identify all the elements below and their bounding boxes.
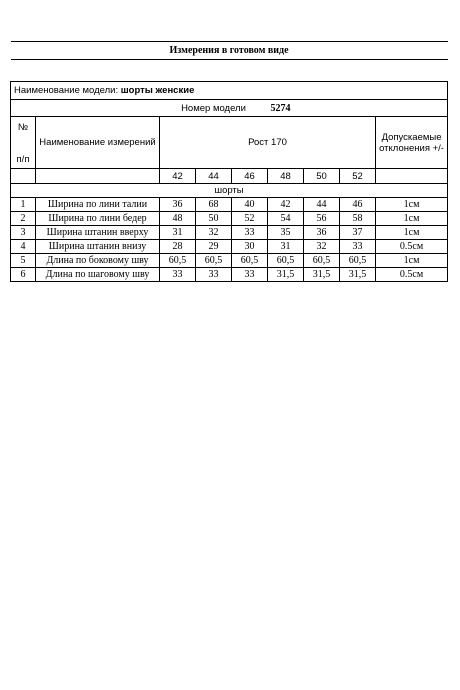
row-measure-name: Ширина по лини бедер (36, 212, 160, 226)
model-number-row (11, 100, 448, 117)
row-value: 56 (304, 212, 340, 226)
row-number: 6 (11, 268, 36, 282)
row-value: 33 (160, 268, 196, 282)
row-value: 54 (268, 212, 304, 226)
row-value: 60,5 (268, 254, 304, 268)
header-tolerance (376, 117, 448, 169)
size-header: 52 (340, 169, 376, 184)
model-name-value: шорты женские (120, 85, 195, 96)
header-row (11, 117, 448, 169)
row-value: 33 (196, 268, 232, 282)
model-name-label: Наименование модели: (14, 85, 119, 96)
size-header: 50 (304, 169, 340, 184)
row-number: 5 (11, 254, 36, 268)
row-value: 29 (196, 240, 232, 254)
size-header: 48 (268, 169, 304, 184)
row-value: 36 (304, 226, 340, 240)
sizes-row (11, 169, 448, 184)
row-value: 31,5 (340, 268, 376, 282)
row-value: 40 (232, 198, 268, 212)
row-value: 31,5 (268, 268, 304, 282)
row-value: 31,5 (304, 268, 340, 282)
header-height: Рост 170 (160, 117, 376, 169)
row-value: 33 (232, 268, 268, 282)
document-title: Измерения в готовом виде (11, 42, 448, 60)
row-number: 3 (11, 226, 36, 240)
row-number: 2 (11, 212, 36, 226)
row-value: 58 (340, 212, 376, 226)
row-value: 28 (160, 240, 196, 254)
row-value: 60,5 (160, 254, 196, 268)
table-row (11, 212, 448, 226)
model-number-label: Номер модели (181, 102, 246, 114)
row-value: 31 (160, 226, 196, 240)
table-row (11, 198, 448, 212)
title-row (11, 42, 448, 60)
row-value: 36 (160, 198, 196, 212)
spacer-row (11, 60, 448, 82)
row-tolerance: 1см (376, 226, 448, 240)
size-header: 46 (232, 169, 268, 184)
row-value: 31 (268, 240, 304, 254)
row-measure-name: Ширина штанин вверху (36, 226, 160, 240)
row-value: 52 (232, 212, 268, 226)
row-value: 44 (304, 198, 340, 212)
table-row (11, 226, 448, 240)
row-value: 32 (196, 226, 232, 240)
header-number-cell (11, 117, 36, 169)
row-value: 33 (340, 240, 376, 254)
row-value: 60,5 (304, 254, 340, 268)
row-value: 48 (160, 212, 196, 226)
row-value: 33 (232, 226, 268, 240)
row-value: 37 (340, 226, 376, 240)
header-measure-name: Наименование измерений (36, 117, 160, 169)
size-header: 44 (196, 169, 232, 184)
measurement-table (10, 41, 448, 282)
row-tolerance: 1см (376, 254, 448, 268)
model-name-cell (11, 82, 448, 100)
row-value: 35 (268, 226, 304, 240)
row-tolerance: 0.5см (376, 268, 448, 282)
model-name-row (11, 82, 448, 100)
table-row (11, 268, 448, 282)
table-row (11, 254, 448, 268)
row-tolerance: 0.5см (376, 240, 448, 254)
row-value: 60,5 (196, 254, 232, 268)
row-measure-name: Длина по боковому шву (36, 254, 160, 268)
row-value: 68 (196, 198, 232, 212)
header-tolerance-line2: отклонения +/- (379, 142, 444, 154)
row-measure-name: Длина по шаговому шву (36, 268, 160, 282)
row-tolerance: 1см (376, 212, 448, 226)
model-number-value: 5274 (270, 102, 291, 114)
measurement-sheet (10, 41, 447, 282)
row-value: 60,5 (232, 254, 268, 268)
row-value: 50 (196, 212, 232, 226)
size-header: 42 (160, 169, 196, 184)
row-value: 32 (304, 240, 340, 254)
section-row (11, 184, 448, 198)
row-value: 60,5 (340, 254, 376, 268)
header-tolerance-line1: Допускаемые (381, 131, 442, 143)
row-value: 30 (232, 240, 268, 254)
table-row (11, 240, 448, 254)
row-number: 4 (11, 240, 36, 254)
row-tolerance: 1см (376, 198, 448, 212)
section-label: шорты (11, 184, 448, 198)
row-measure-name: Ширина штанин внизу (36, 240, 160, 254)
header-number-top: № (17, 122, 29, 133)
row-value: 42 (268, 198, 304, 212)
row-measure-name: Ширина по лини талии (36, 198, 160, 212)
row-number: 1 (11, 198, 36, 212)
row-value: 46 (340, 198, 376, 212)
header-number-bottom: п/п (16, 154, 30, 165)
